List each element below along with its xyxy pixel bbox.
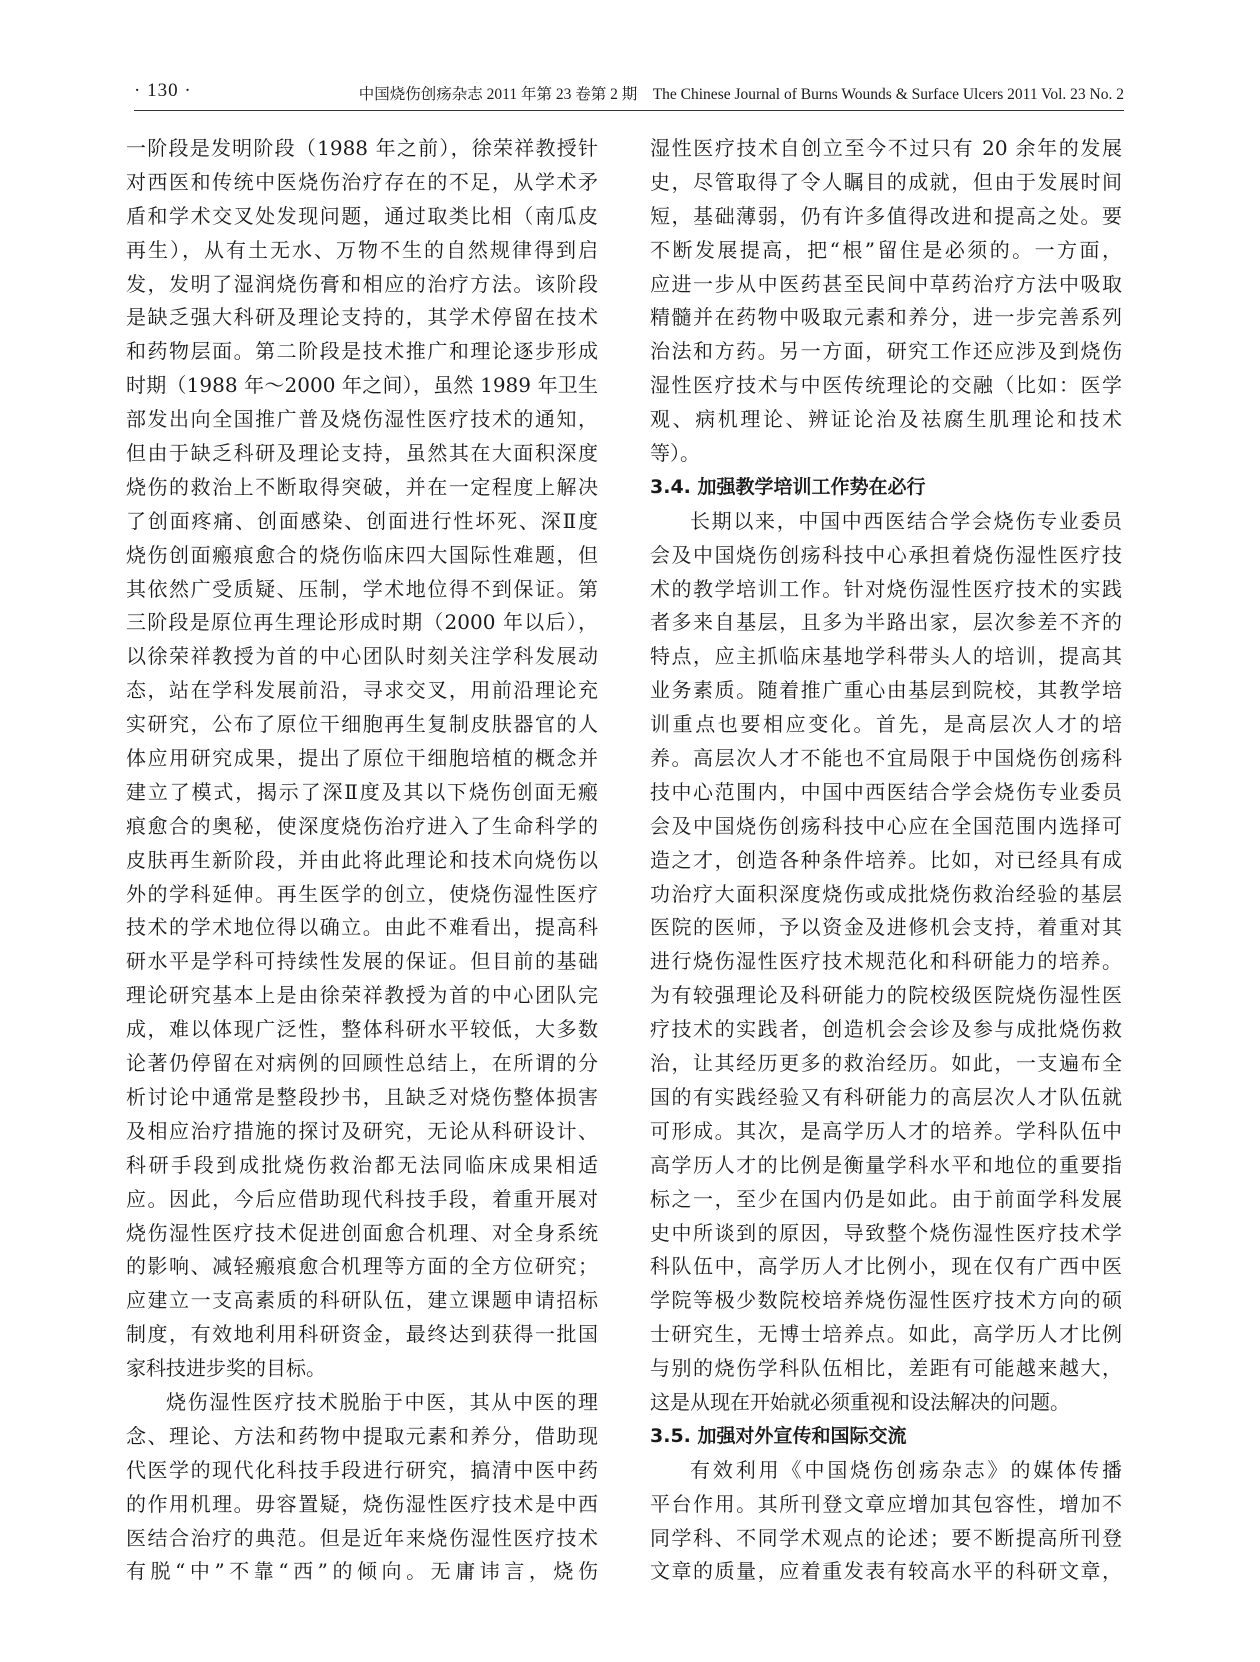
text-line: 造之才，创造各种条件培养。比如，对已经具有成 bbox=[650, 847, 1122, 872]
text-line: 应建立一支高素质的科研队伍，建立课题申请招标 bbox=[126, 1288, 598, 1313]
text-line: 部发出向全国推广普及烧伤湿性医疗技术的通知， bbox=[126, 407, 598, 432]
text-line: 士研究生，无博士培养点。如此，高学历人才比例 bbox=[650, 1322, 1122, 1347]
text-line: 湿性医疗技术与中医传统理论的交融（比如：医学 bbox=[650, 373, 1122, 398]
text-line: 科队伍中，高学历人才比例小，现在仅有广西中医 bbox=[650, 1254, 1122, 1279]
text-line: 的影响、减轻瘢痕愈合机理等方面的全方位研究； bbox=[126, 1254, 598, 1279]
text-line: 者多来自基层，且多为半路出家，层次参差不齐的 bbox=[650, 610, 1122, 635]
text-line: 短，基础薄弱，仍有许多值得改进和提高之处。要 bbox=[650, 203, 1122, 228]
text-line: 会及中国烧伤创疡科技中心承担着烧伤湿性医疗技 bbox=[650, 542, 1122, 567]
text-line: 外的学科延伸。再生医学的创立，使烧伤湿性医疗 bbox=[126, 881, 598, 906]
text-line: 痕愈合的奥秘，使深度烧伤治疗进入了生命科学的 bbox=[126, 813, 598, 838]
text-line: 疗技术的实践者，创造机会会诊及参与成批烧伤救 bbox=[650, 1017, 1122, 1042]
text-line: 其依然广受质疑、压制，学术地位得不到保证。第 bbox=[126, 576, 598, 601]
text-line: 业务素质。随着推广重心由基层到院校，其教学培 bbox=[650, 678, 1122, 703]
text-line: 烧伤的救治上不断取得突破，并在一定程度上解决 bbox=[126, 474, 598, 499]
text-line: 医结合治疗的典范。但是近年来烧伤湿性医疗技术 bbox=[126, 1525, 598, 1550]
text-line: 精髓并在药物中吸取元素和养分，进一步完善系列 bbox=[650, 305, 1122, 330]
text-line: 三阶段是原位再生理论形成时期（2000 年以后）， bbox=[126, 610, 598, 635]
text-line: 了创面疼痛、创面感染、创面进行性坏死、深Ⅱ度 bbox=[126, 508, 598, 533]
text-line: 建立了模式，揭示了深Ⅱ度及其以下烧伤创面无瘢 bbox=[126, 779, 598, 804]
text-line: 一阶段是发明阶段（1988 年之前），徐荣祥教授针 bbox=[126, 136, 598, 160]
text-line: 再生），从有土无水、万物不生的自然规律得到启 bbox=[126, 237, 598, 262]
text-line: 标之一，至少在国内仍是如此。由于前面学科发展 bbox=[650, 1186, 1122, 1211]
text-line: 态，站在学科发展前沿，寻求交叉，用前沿理论充 bbox=[126, 678, 598, 703]
text-line: 盾和学术交叉处发现问题，通过取类比相（南瓜皮 bbox=[126, 203, 598, 228]
text-line: 对西医和传统中医烧伤治疗存在的不足，从学术矛 bbox=[126, 169, 598, 194]
text-line: 念、理论、方法和药物中提取元素和养分，借助现 bbox=[126, 1423, 598, 1448]
text-line: 以徐荣祥教授为首的中心团队时刻关注学科发展动 bbox=[126, 644, 598, 669]
text-line: 烧伤湿性医疗技术促进创面愈合机理、对全身系统 bbox=[126, 1220, 598, 1245]
text-line: 医院的医师，予以资金及进修机会支持，着重对其 bbox=[650, 915, 1122, 940]
text-line: 烧伤湿性医疗技术脱胎于中医，其从中医的理 bbox=[166, 1389, 598, 1414]
text-line: 体应用研究成果，提出了原位干细胞培植的概念并 bbox=[126, 746, 598, 771]
text-line: 烧伤创面瘢痕愈合的烧伤临床四大国际性难题，但 bbox=[126, 542, 598, 567]
text-line: 治，让其经历更多的救治经历。如此，一支遍布全 bbox=[650, 1051, 1122, 1076]
text-line: 的作用机理。毋容置疑，烧伤湿性医疗技术是中西 bbox=[126, 1491, 598, 1516]
text-line: 平台作用。其所刊登文章应增加其包容性，增加不 bbox=[650, 1491, 1122, 1516]
text-line: 但由于缺乏科研及理论支持，虽然其在大面积深度 bbox=[126, 441, 598, 466]
text-line: 功治疗大面积深度烧伤或成批烧伤救治经验的基层 bbox=[650, 881, 1122, 906]
text-line: 学院等极少数院校培养烧伤湿性医疗技术方向的硕 bbox=[650, 1288, 1122, 1313]
text-line: 湿性医疗技术自创立至今不过只有 20 余年的发展 bbox=[650, 136, 1122, 160]
text-line: 是缺乏强大科研及理论支持的，其学术停留在技术 bbox=[126, 305, 598, 330]
right-column bbox=[650, 132, 1122, 1589]
text-line: 时期（1988 年～2000 年之间），虽然 1989 年卫生 bbox=[126, 373, 598, 398]
text-line: 同学科、不同学术观点的论述；要不断提高所刊登 bbox=[650, 1525, 1122, 1550]
text-line: 研水平是学科可持续性发展的保证。但目前的基础 bbox=[126, 949, 598, 974]
text-line: 与别的烧伤学科队伍相比，差距有可能越来越大， bbox=[650, 1356, 1122, 1381]
text-line: 文章的质量，应着重发表有较高水平的科研文章， bbox=[650, 1559, 1122, 1584]
text-line: 实研究，公布了原位干细胞再生复制皮肤器官的人 bbox=[126, 712, 598, 737]
text-line: 特点，应主抓临床基地学科带头人的培训，提高其 bbox=[650, 644, 1122, 669]
text-line: 发，发明了湿润烧伤膏和相应的治疗方法。该阶段 bbox=[126, 271, 598, 296]
text-line: 家科技进步奖的目标。 bbox=[126, 1356, 326, 1381]
text-line: 不断发展提高，把“根”留住是必须的。一方面， bbox=[650, 237, 1122, 262]
text-line: 这是从现在开始就必须重视和设法解决的问题。 bbox=[650, 1389, 1070, 1414]
text-line: 治法和方药。另一方面，研究工作还应涉及到烧伤 bbox=[650, 339, 1122, 364]
text-line: 应进一步从中医药甚至民间中草药治疗方法中吸取 bbox=[650, 271, 1122, 296]
text-line: 有效利用《中国烧伤创疡杂志》的媒体传播 bbox=[690, 1457, 1122, 1482]
text-line: 会及中国烧伤创疡科技中心应在全国范围内选择可 bbox=[650, 813, 1122, 838]
text-line: 及相应治疗措施的探讨及研究，无论从科研设计、 bbox=[126, 1118, 598, 1143]
text-line: 有脱“中”不靠“西”的倾向。无庸讳言，烧伤 bbox=[126, 1559, 598, 1584]
text-line: 观、病机理论、辨证论治及祛腐生肌理论和技术 bbox=[650, 407, 1122, 432]
section-heading: 3.4. 加强教学培训工作势在必行 bbox=[650, 475, 926, 498]
left-column bbox=[126, 132, 598, 1589]
text-line: 皮肤再生新阶段，并由此将此理论和技术向烧伤以 bbox=[126, 847, 598, 872]
text-line: 应。因此，今后应借助现代科技手段，着重开展对 bbox=[126, 1186, 598, 1211]
text-line: 养。高层次人才不能也不宜局限于中国烧伤创疡科 bbox=[650, 746, 1122, 771]
text-line: 和药物层面。第二阶段是技术推广和理论逐步形成 bbox=[126, 339, 598, 364]
text-line: 科研手段到成批烧伤救治都无法同临床成果相适 bbox=[126, 1152, 598, 1177]
text-line: 可形成。其次，是高学历人才的培养。学科队伍中 bbox=[650, 1118, 1122, 1143]
text-line: 等）。 bbox=[650, 441, 700, 466]
text-line: 论著仍停留在对病例的回顾性总结上，在所谓的分 bbox=[126, 1051, 598, 1076]
text-line: 进行烧伤湿性医疗技术规范化和科研能力的培养。 bbox=[650, 949, 1122, 974]
text-line: 代医学的现代化科技手段进行研究，搞清中医中药 bbox=[126, 1457, 598, 1482]
text-line: 训重点也要相应变化。首先，是高层次人才的培 bbox=[650, 712, 1122, 737]
text-line: 成，难以体现广泛性，整体科研水平较低，大多数 bbox=[126, 1017, 598, 1042]
text-line: 国的有实践经验又有科研能力的高层次人才队伍就 bbox=[650, 1084, 1122, 1109]
running-head: 中国烧伤创疡杂志 2011 年第 23 卷第 2 期 The Chinese Journal of Burns Wounds & Surface Ulcers 2011 Vol. 23 No. 2 bbox=[358, 86, 1124, 103]
text-line: 术的教学培训工作。针对烧伤湿性医疗技术的实践 bbox=[650, 576, 1122, 601]
page-number: · 130 · bbox=[134, 80, 192, 101]
text-line: 为有较强理论及科研能力的院校级医院烧伤湿性医 bbox=[650, 983, 1122, 1008]
section-heading: 3.5. 加强对外宣传和国际交流 bbox=[650, 1424, 907, 1447]
text-line: 技术的学术地位得以确立。由此不难看出，提高科 bbox=[126, 915, 598, 940]
page-header bbox=[134, 76, 1124, 111]
text-line: 高学历人才的比例是衡量学科水平和地位的重要指 bbox=[650, 1152, 1122, 1177]
text-line: 技中心范围内，中国中西医结合学会烧伤专业委员 bbox=[650, 779, 1122, 804]
text-line: 史中所谈到的原因，导致整个烧伤湿性医疗技术学 bbox=[650, 1220, 1122, 1245]
text-line: 析讨论中通常是整段抄书，且缺乏对烧伤整体损害 bbox=[126, 1084, 598, 1109]
text-line: 史，尽管取得了令人瞩目的成就，但由于发展时间 bbox=[650, 169, 1122, 194]
text-line: 长期以来，中国中西医结合学会烧伤专业委员 bbox=[690, 508, 1122, 533]
text-line: 制度，有效地利用科研资金，最终达到获得一批国 bbox=[126, 1322, 598, 1347]
text-line: 理论研究基本上是由徐荣祥教授为首的中心团队完 bbox=[126, 983, 598, 1008]
